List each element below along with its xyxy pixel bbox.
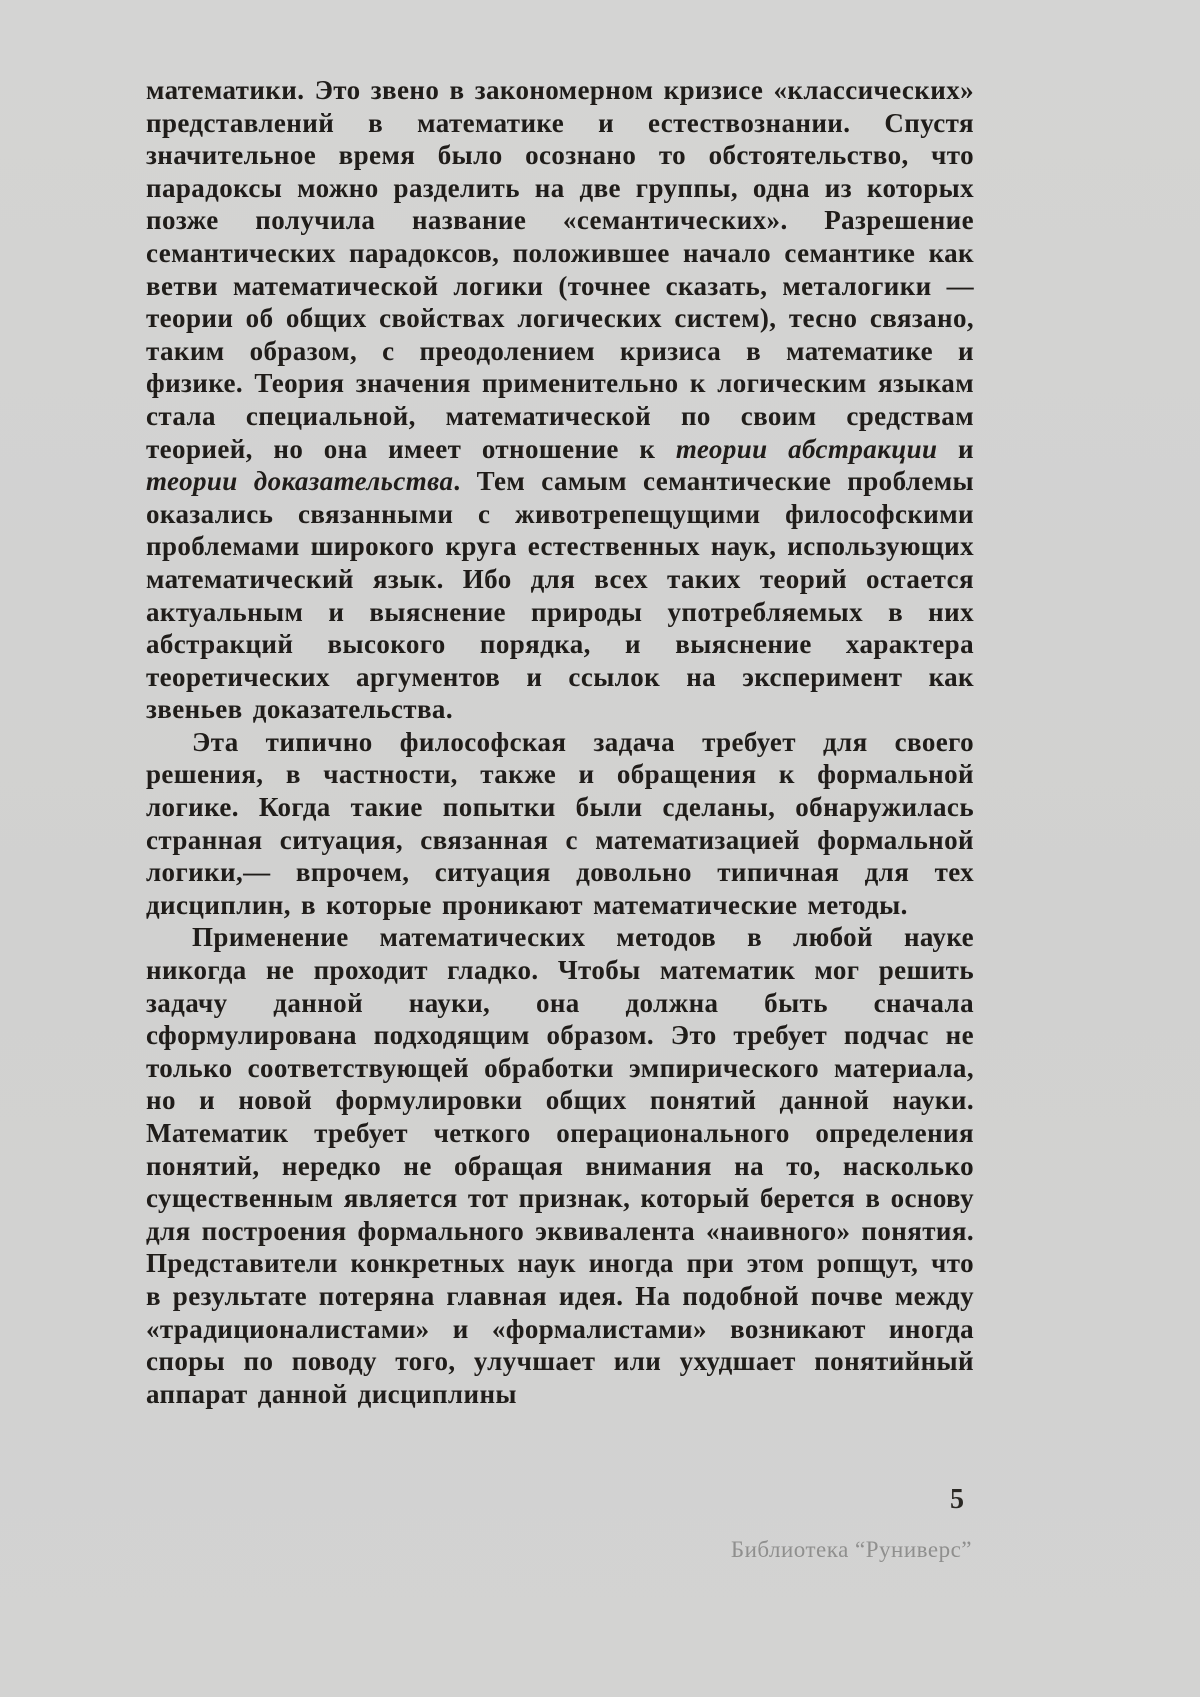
- watermark: Библиотека “Руниверс”: [730, 1537, 972, 1562]
- italic-text-segment: теории доказательства: [146, 466, 454, 497]
- paragraph: [146, 726, 974, 922]
- text-segment: Применение математических методов в любой науке никогда не проходит гладко. Чтобы математик мог решить задачу данной науки, она должна быть сначала сформулирована подходящим образом. Это требует подчас не только соответствующей обработки эмпирического материала, но и новой формулировки общих понятий данной науки. Математик требует четкого операционального определения понятий, нередко не обращая внимания на то, насколько существенным является тот признак, который берется в основу для построения формального эквивалента «наивного» понятия. Представители конкретных наук иногда при этом ропщут, что в результате потеряна главная идея. На подобной почве между «традиционалистами» и «формалистами» возникают иногда споры по поводу того, улучшает или ухудшает понятийный аппарат данной дисциплины: [146, 922, 974, 1409]
- text-segment: . Тем самым семантические проблемы оказались связанными с животрепещущими философскими проблемами широкого круга естественных наук, использующих математический язык. Ибо для всех таких теорий остается актуальным и выяснение природы употребляемых в них абстракций высокого порядка, и выяснение характера теоретических аргументов и ссылок на эксперимент как звеньев доказательства.: [146, 466, 974, 725]
- text-segment: Эта типично философская задача требует для своего решения, в частности, также и обращения к формальной логике. Когда такие попытки были сделаны, обнаружилась странная ситуация, связанная с математизацией формальной логики,— впрочем, ситуация довольно типичная для тех дисциплин, в которые проникают математические методы.: [146, 726, 974, 920]
- paragraph: [146, 921, 974, 1410]
- italic-text-segment: теории абстракции: [675, 433, 938, 464]
- body-text: [146, 74, 974, 1410]
- text-segment: математики. Это звено в закономерном кризисе «классических» представлений в математике и естествознании. Спустя значительное время было осознано то обстоятельство, что парадоксы можно разделить на две группы, одна из которых позже получила название «семантических». Разрешение семантических парадоксов, положившее начало семантике как ветви математической логики (точнее сказать, металогики — теории об общих свойствах логических систем), тесно связано, таким образом, с преодолением кризиса в математике и физике. Теория значения применительно к логическим языкам стала специальной, математической по своим средствам теорией, но она имеет отношение к: [146, 75, 974, 464]
- paragraph: [146, 74, 974, 726]
- page-number: 5: [950, 1484, 964, 1515]
- text-segment: и: [937, 433, 974, 464]
